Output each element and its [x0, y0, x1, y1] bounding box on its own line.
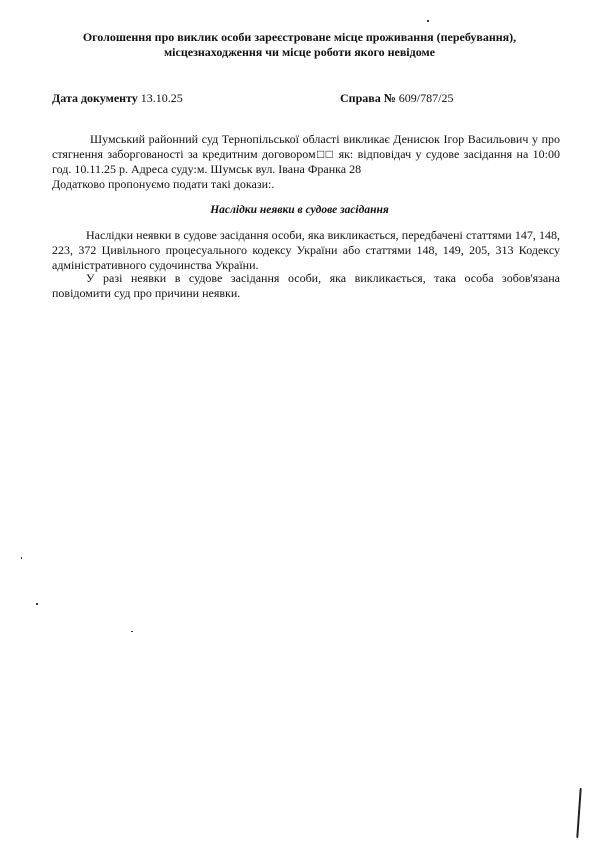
title-line-1: Оголошення про виклик особи зареєстроване місце проживання (перебування), — [82, 30, 517, 44]
consequences-heading: Наслідки неявки в судове засідання — [210, 204, 389, 216]
document-date — [52, 91, 183, 106]
scan-speck — [21, 557, 22, 559]
title-line-2: місцезнаходження чи місце роботи якого невідоме — [164, 45, 435, 59]
consequences-paragraph: Наслідки неявки в судове засідання особи, яка викликається, передбачені статтями 147, 148, 223, 372 Цивільного процесуального кодексу України або статтями 148, 149, 205, 313 Кодексу адміністративного судочинства України. — [52, 228, 560, 272]
case-value: 609/787/25 — [398, 91, 454, 105]
notification-paragraph: У разі неявки в судове засідання особи, яка викликається, така особа зобов'язана повідомити суд про причини неявки. — [52, 271, 560, 300]
case-label: Справа № — [340, 91, 396, 105]
date-value: 13.10.25 — [140, 91, 183, 105]
case-number — [340, 91, 453, 106]
date-label: Дата документу — [52, 91, 138, 105]
summons-paragraph: Шумський районний суд Тернопільської області викликає Денисюк Ігор Васильович у про стягнення заборгованості за кредитним договором□□ як: відповідач у судове засідання на 10:00 год. 10.11.25 р. Адреса суду:м. Шумськ вул. Івана Франка 28 — [52, 132, 560, 176]
document-title — [40, 30, 559, 60]
scan-speck — [131, 631, 133, 632]
scan-speck — [427, 20, 429, 22]
scan-speck — [36, 603, 38, 605]
evidence-paragraph: Додатково пропонуємо подати такі докази:. — [52, 177, 275, 191]
scan-edge-mark — [576, 788, 581, 838]
